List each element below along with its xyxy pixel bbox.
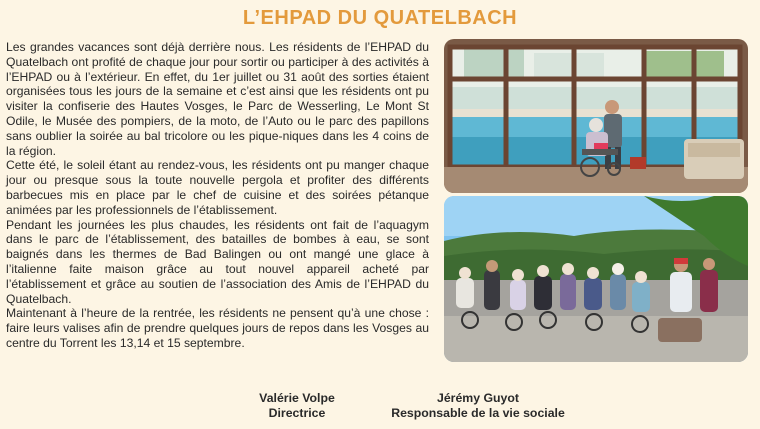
group-outing-illustration — [444, 196, 748, 362]
signature-role: Directrice — [268, 406, 326, 420]
article-paragraph: Maintenant à l’heure de la rentrée, les résidents ne pensent qu’à une chose : faire leurs valises afin de prendre quelques jours de repos dans les Vosges au centre du Torrent les 13,14 et 15 septembre. — [6, 306, 429, 350]
article-body — [6, 40, 429, 351]
signature-social-life — [368, 391, 588, 421]
signature-name: Valérie Volpe — [259, 391, 335, 405]
article-paragraph: Pendant les journées les plus chaudes, les résidents ont fait de l’aquagym dans le parc de l’établissement, des batailles de bombes à eau, se sont baignés dans les thermes de Bad Balingen ou ont mangé une glace à l’italienne faite maison grâce au tout nouvel appareil acheté par l’établissement et grâce au soutien de l’association des Amis de l’EHPAD du Quatelbach. — [6, 217, 429, 306]
page-title: L’EHPAD DU QUATELBACH — [242, 7, 518, 29]
signature-role: Responsable de la vie sociale — [391, 406, 565, 420]
thermal-pool-illustration — [444, 39, 748, 193]
article-paragraph: Les grandes vacances sont déjà derrière nous. Les résidents de l’EHPAD du Quatelbach ont profité de chaque jour pour sortir ou participer à des activités à l’EHPAD ou à l’extérieur. En effet, du 1er juillet ou 31 août des sorties étaient organisées tous les jours de la semaine et c’est ainsi que les résidents ont pu visiter la confiserie des Hautes Vosges, le Parc de Wesserling, Le Mont St Odile, le Musée des pompiers, de la moto, de l’Auto ou le parc des papillons sans oublier la soirée au bal tricolore ou les pique-niques dans les 4 coins de la région. — [6, 40, 429, 158]
photo-group-outing — [444, 196, 748, 362]
signature-name: Jérémy Guyot — [436, 391, 519, 405]
photo-thermal-pool — [444, 39, 748, 193]
article-paragraph: Cette été, le soleil étant au rendez-vous, les résidents ont pu manger chaque jour ou presque sous la toute nouvelle pergola et profiter des différents barbecues mis en place par le chef de cuisine et des soirées pétanque animées par les professionnels de l’établissement. — [6, 158, 429, 217]
signature-director — [232, 391, 362, 421]
